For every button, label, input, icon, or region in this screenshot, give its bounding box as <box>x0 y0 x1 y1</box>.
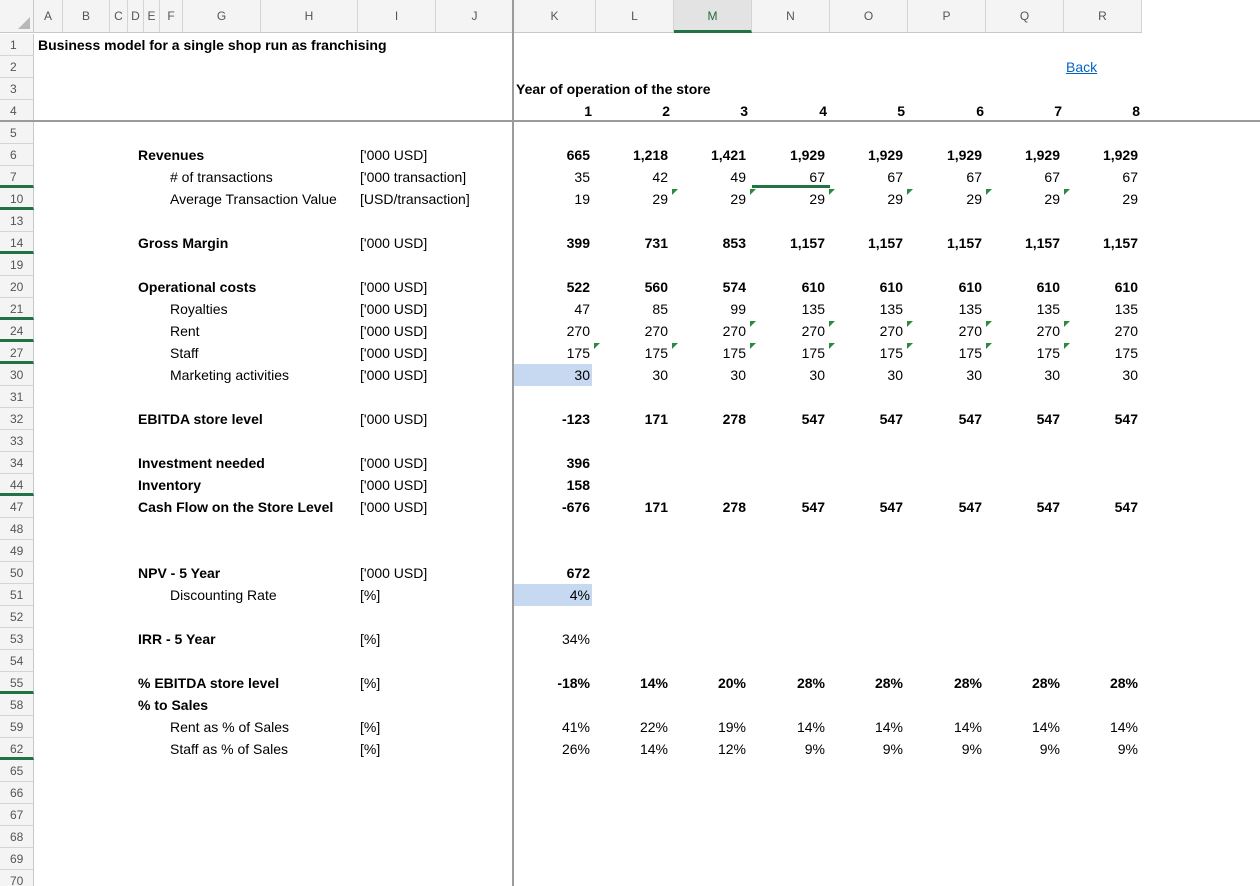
value-cell-r55-y2[interactable]: 14% <box>639 675 668 691</box>
value-cell-r47-y7[interactable]: 547 <box>1036 499 1060 515</box>
value-cell-r59-y7[interactable]: 14% <box>1031 719 1060 735</box>
value-cell-r51-y1[interactable]: 4% <box>514 584 592 606</box>
row-label-6[interactable]: Revenues <box>138 147 205 163</box>
value-cell-r47-y6[interactable]: 547 <box>958 499 982 515</box>
value-cell-r32-y3[interactable]: 278 <box>722 411 746 427</box>
column-header-n[interactable]: N <box>752 0 830 33</box>
unit-cell-55[interactable]: [%] <box>360 675 381 691</box>
value-cell-r21-y6[interactable]: 135 <box>958 301 982 317</box>
unit-cell-7[interactable]: ['000 transaction] <box>360 169 467 185</box>
comment-indicator-icon <box>672 343 678 349</box>
row-header-66[interactable]: 66 <box>0 782 34 804</box>
value-cell-r10-y5[interactable]: 29 <box>887 191 903 207</box>
year-2-header[interactable]: 2 <box>662 103 670 119</box>
unit-cell-59[interactable]: [%] <box>360 719 381 735</box>
value-cell-r14-y4[interactable]: 1,157 <box>789 235 825 251</box>
value-cell-r59-y2[interactable]: 22% <box>639 719 668 735</box>
row-header-19[interactable]: 19 <box>0 254 34 276</box>
comment-indicator-icon <box>594 343 600 349</box>
column-header-h[interactable]: H <box>261 0 358 33</box>
row-header-59[interactable]: 59 <box>0 716 34 738</box>
comment-indicator-icon <box>907 321 913 327</box>
row-header-49[interactable]: 49 <box>0 540 34 562</box>
column-header-c[interactable]: C <box>110 0 128 33</box>
column-header-r[interactable]: R <box>1064 0 1142 33</box>
value-cell-r55-y3[interactable]: 20% <box>717 675 746 691</box>
value-cell-r24-y5[interactable]: 270 <box>879 323 903 339</box>
column-header-j[interactable]: J <box>436 0 514 33</box>
value-cell-r32-y6[interactable]: 547 <box>958 411 982 427</box>
column-header-o[interactable]: O <box>830 0 908 33</box>
value-cell-r14-y2[interactable]: 731 <box>644 235 668 251</box>
row-header-30[interactable]: 30 <box>0 364 34 386</box>
value-cell-r59-y5[interactable]: 14% <box>874 719 903 735</box>
value-cell-r47-y1[interactable]: -676 <box>561 499 590 515</box>
value-cell-r47-y4[interactable]: 547 <box>801 499 825 515</box>
value-cell-r10-y3[interactable]: 29 <box>730 191 746 207</box>
value-cell-r47-y2[interactable]: 171 <box>644 499 668 515</box>
unit-cell-6[interactable]: ['000 USD] <box>360 147 428 163</box>
comment-indicator-icon <box>907 343 913 349</box>
value-cell-r62-y3[interactable]: 12% <box>717 741 746 757</box>
value-cell-r6-y2[interactable]: 1,218 <box>632 147 668 163</box>
value-cell-r6-y3[interactable]: 1,421 <box>710 147 746 163</box>
comment-indicator-icon <box>1064 189 1070 195</box>
column-header-k[interactable]: K <box>514 0 596 33</box>
value-cell-r30-y3[interactable]: 30 <box>730 367 746 383</box>
sheet-title[interactable]: Business model for a single shop run as franchising <box>38 37 387 53</box>
unit-cell-32[interactable]: ['000 USD] <box>360 411 428 427</box>
unit-cell-53[interactable]: [%] <box>360 631 381 647</box>
value-cell-r7-y8[interactable]: 67 <box>1122 169 1138 185</box>
value-cell-r30-y6[interactable]: 30 <box>966 367 982 383</box>
value-cell-r32-y5[interactable]: 547 <box>879 411 903 427</box>
value-cell-r14-y1[interactable]: 399 <box>566 235 590 251</box>
year-of-operation-header[interactable]: Year of operation of the store <box>516 81 711 97</box>
row-header-67[interactable]: 67 <box>0 804 34 826</box>
value-cell-r27-y2[interactable]: 175 <box>644 345 668 361</box>
value-cell-r62-y5[interactable]: 9% <box>882 741 903 757</box>
value-cell-r55-y4[interactable]: 28% <box>796 675 825 691</box>
value-cell-r21-y5[interactable]: 135 <box>879 301 903 317</box>
unit-cell-20[interactable]: ['000 USD] <box>360 279 428 295</box>
value-cell-r21-y8[interactable]: 135 <box>1114 301 1138 317</box>
value-cell-r7-y5[interactable]: 67 <box>887 169 903 185</box>
value-cell-r30-y7[interactable]: 30 <box>1044 367 1060 383</box>
value-cell-r32-y1[interactable]: -123 <box>561 411 590 427</box>
value-cell-r10-y6[interactable]: 29 <box>966 191 982 207</box>
value-cell-r59-y1[interactable]: 41% <box>561 719 590 735</box>
year-8-header[interactable]: 8 <box>1132 103 1140 119</box>
value-cell-r62-y6[interactable]: 9% <box>961 741 982 757</box>
row-label-14[interactable]: Gross Margin <box>138 235 229 251</box>
value-cell-r47-y8[interactable]: 547 <box>1114 499 1138 515</box>
back-link[interactable]: Back <box>1066 59 1098 75</box>
unit-cell-10[interactable]: [USD/transaction] <box>360 191 470 207</box>
value-cell-r14-y6[interactable]: 1,157 <box>946 235 982 251</box>
value-cell-r62-y1[interactable]: 26% <box>561 741 590 757</box>
value-cell-r59-y6[interactable]: 14% <box>953 719 982 735</box>
row-label-50[interactable]: NPV - 5 Year <box>138 565 221 581</box>
unit-cell-27[interactable]: ['000 USD] <box>360 345 428 361</box>
row-header-50[interactable]: 50 <box>0 562 34 584</box>
row-header-4[interactable]: 4 <box>0 100 34 122</box>
comment-indicator-icon <box>1064 343 1070 349</box>
value-cell-r32-y2[interactable]: 171 <box>644 411 668 427</box>
freeze-pane-vertical <box>512 0 514 886</box>
unit-cell-44[interactable]: ['000 USD] <box>360 477 428 493</box>
row-label-59[interactable]: Rent as % of Sales <box>170 719 290 735</box>
value-cell-r24-y3[interactable]: 270 <box>722 323 746 339</box>
row-label-34[interactable]: Investment needed <box>138 455 265 471</box>
row-header-70[interactable]: 70 <box>0 870 34 886</box>
row-header-5[interactable]: 5 <box>0 122 34 144</box>
column-header-a[interactable]: A <box>34 0 63 33</box>
value-cell-r7-y6[interactable]: 67 <box>966 169 982 185</box>
year-4-header[interactable]: 4 <box>819 103 827 119</box>
row-header-52[interactable]: 52 <box>0 606 34 628</box>
row-label-10[interactable]: Average Transaction Value <box>170 191 337 207</box>
value-cell-r30-y8[interactable]: 30 <box>1122 367 1138 383</box>
value-cell-r27-y8[interactable]: 175 <box>1114 345 1138 361</box>
value-cell-r59-y4[interactable]: 14% <box>796 719 825 735</box>
value-cell-r50-y1[interactable]: 672 <box>566 565 590 581</box>
value-cell-r14-y5[interactable]: 1,157 <box>867 235 903 251</box>
row-label-20[interactable]: Operational costs <box>138 279 257 295</box>
value-cell-r10-y8[interactable]: 29 <box>1122 191 1138 207</box>
unit-cell-14[interactable]: ['000 USD] <box>360 235 428 251</box>
comment-indicator-icon <box>829 321 835 327</box>
value-cell-r20-y2[interactable]: 560 <box>644 279 668 295</box>
value-cell-r62-y8[interactable]: 9% <box>1117 741 1138 757</box>
value-cell-r59-y8[interactable]: 14% <box>1109 719 1138 735</box>
value-cell-r21-y4[interactable]: 135 <box>801 301 825 317</box>
value-cell-r14-y7[interactable]: 1,157 <box>1024 235 1060 251</box>
row-label-44[interactable]: Inventory <box>138 477 202 493</box>
row-header-24[interactable]: 24 <box>0 320 34 342</box>
value-cell-r7-y1[interactable]: 35 <box>574 169 590 185</box>
value-cell-r14-y8[interactable]: 1,157 <box>1102 235 1138 251</box>
freeze-pane-horizontal <box>0 120 1260 122</box>
row-label-7[interactable]: # of transactions <box>170 169 273 185</box>
value-cell-r27-y3[interactable]: 175 <box>722 345 746 361</box>
active-column-cell-indicator <box>752 185 830 188</box>
comment-indicator-icon <box>829 189 835 195</box>
row-label-32[interactable]: EBITDA store level <box>138 411 263 427</box>
row-header-27[interactable]: 27 <box>0 342 34 364</box>
row-header-65[interactable]: 65 <box>0 760 34 782</box>
unit-cell-21[interactable]: ['000 USD] <box>360 301 428 317</box>
row-label-21[interactable]: Royalties <box>170 301 228 317</box>
value-cell-r20-y7[interactable]: 610 <box>1036 279 1060 295</box>
value-cell-r21-y2[interactable]: 85 <box>652 301 668 317</box>
column-header-q[interactable]: Q <box>986 0 1064 33</box>
row-header-32[interactable]: 32 <box>0 408 34 430</box>
value-cell-r10-y1[interactable]: 19 <box>574 191 590 207</box>
comment-indicator-icon <box>986 343 992 349</box>
column-header-f[interactable]: F <box>160 0 183 33</box>
column-header-m[interactable]: M <box>674 0 752 33</box>
row-header-53[interactable]: 53 <box>0 628 34 650</box>
comment-indicator-icon <box>750 343 756 349</box>
comment-indicator-icon <box>672 189 678 195</box>
row-label-53[interactable]: IRR - 5 Year <box>138 631 216 647</box>
comment-indicator-icon <box>750 321 756 327</box>
value-cell-r53-y1[interactable]: 34% <box>561 631 590 647</box>
value-cell-r21-y3[interactable]: 99 <box>730 301 746 317</box>
row-header-31[interactable]: 31 <box>0 386 34 408</box>
row-label-51[interactable]: Discounting Rate <box>170 587 277 603</box>
row-label-24[interactable]: Rent <box>170 323 200 339</box>
row-header-1[interactable]: 1 <box>0 34 34 56</box>
value-cell-r10-y4[interactable]: 29 <box>809 191 825 207</box>
comment-indicator-icon <box>986 321 992 327</box>
row-header-21[interactable]: 21 <box>0 298 34 320</box>
value-cell-r7-y4[interactable]: 67 <box>809 169 825 185</box>
value-cell-r27-y5[interactable]: 175 <box>879 345 903 361</box>
value-cell-r20-y3[interactable]: 574 <box>722 279 746 295</box>
value-cell-r34-y1[interactable]: 396 <box>566 455 590 471</box>
value-cell-r21-y1[interactable]: 47 <box>574 301 590 317</box>
value-cell-r32-y8[interactable]: 547 <box>1114 411 1138 427</box>
value-cell-r32-y7[interactable]: 547 <box>1036 411 1060 427</box>
year-6-header[interactable]: 6 <box>976 103 984 119</box>
value-cell-r55-y8[interactable]: 28% <box>1109 675 1138 691</box>
value-cell-r62-y4[interactable]: 9% <box>804 741 825 757</box>
unit-cell-30[interactable]: ['000 USD] <box>360 367 428 383</box>
value-cell-r55-y7[interactable]: 28% <box>1031 675 1060 691</box>
value-cell-r24-y8[interactable]: 270 <box>1114 323 1138 339</box>
value-cell-r27-y1[interactable]: 175 <box>566 345 590 361</box>
row-header-34[interactable]: 34 <box>0 452 34 474</box>
value-cell-r27-y6[interactable]: 175 <box>958 345 982 361</box>
value-cell-r20-y6[interactable]: 610 <box>958 279 982 295</box>
column-header-l[interactable]: L <box>596 0 674 33</box>
value-cell-r30-y4[interactable]: 30 <box>809 367 825 383</box>
value-cell-r6-y4[interactable]: 1,929 <box>789 147 825 163</box>
unit-cell-34[interactable]: ['000 USD] <box>360 455 428 471</box>
value-cell-r32-y4[interactable]: 547 <box>801 411 825 427</box>
value-cell-r27-y7[interactable]: 175 <box>1036 345 1060 361</box>
value-cell-r47-y3[interactable]: 278 <box>722 499 746 515</box>
value-cell-r55-y6[interactable]: 28% <box>953 675 982 691</box>
column-header-i[interactable]: I <box>358 0 436 33</box>
row-label-62[interactable]: Staff as % of Sales <box>170 741 289 757</box>
row-header-7[interactable]: 7 <box>0 166 34 188</box>
column-header-p[interactable]: P <box>908 0 986 33</box>
row-label-30[interactable]: Marketing activities <box>170 367 290 383</box>
row-header-14[interactable]: 14 <box>0 232 34 254</box>
comment-indicator-icon <box>1064 321 1070 327</box>
unit-cell-51[interactable]: [%] <box>360 587 381 603</box>
value-cell-r24-y2[interactable]: 270 <box>644 323 668 339</box>
value-cell-r62-y7[interactable]: 9% <box>1039 741 1060 757</box>
value-cell-r7-y3[interactable]: 49 <box>730 169 746 185</box>
value-cell-r24-y6[interactable]: 270 <box>958 323 982 339</box>
value-cell-r30-y1[interactable]: 30 <box>514 364 592 386</box>
row-header-48[interactable]: 48 <box>0 518 34 540</box>
value-cell-r14-y3[interactable]: 853 <box>722 235 746 251</box>
value-cell-r6-y1[interactable]: 665 <box>566 147 590 163</box>
column-header-d[interactable]: D <box>128 0 144 33</box>
row-header-3[interactable]: 3 <box>0 78 34 100</box>
comment-indicator-icon <box>986 189 992 195</box>
column-header-b[interactable]: B <box>63 0 110 33</box>
value-cell-r6-y6[interactable]: 1,929 <box>946 147 982 163</box>
row-header-58[interactable]: 58 <box>0 694 34 716</box>
row-header-51[interactable]: 51 <box>0 584 34 606</box>
value-cell-r24-y4[interactable]: 270 <box>801 323 825 339</box>
row-header-47[interactable]: 47 <box>0 496 34 518</box>
row-label-27[interactable]: Staff <box>170 345 199 361</box>
value-cell-r55-y1[interactable]: -18% <box>557 675 590 691</box>
column-header-g[interactable]: G <box>183 0 261 33</box>
select-all-corner[interactable] <box>0 0 34 33</box>
year-1-header[interactable]: 1 <box>584 103 592 119</box>
value-cell-r30-y5[interactable]: 30 <box>887 367 903 383</box>
row-header-20[interactable]: 20 <box>0 276 34 298</box>
value-cell-r20-y1[interactable]: 522 <box>566 279 590 295</box>
value-cell-r27-y4[interactable]: 175 <box>801 345 825 361</box>
row-header-2[interactable]: 2 <box>0 56 34 78</box>
value-cell-r24-y7[interactable]: 270 <box>1036 323 1060 339</box>
row-header-13[interactable]: 13 <box>0 210 34 232</box>
row-header-54[interactable]: 54 <box>0 650 34 672</box>
year-3-header[interactable]: 3 <box>740 103 748 119</box>
column-header-e[interactable]: E <box>144 0 160 33</box>
row-header-62[interactable]: 62 <box>0 738 34 760</box>
value-cell-r47-y5[interactable]: 547 <box>879 499 903 515</box>
row-header-6[interactable]: 6 <box>0 144 34 166</box>
value-cell-r55-y5[interactable]: 28% <box>874 675 903 691</box>
row-header-44[interactable]: 44 <box>0 474 34 496</box>
value-cell-r6-y8[interactable]: 1,929 <box>1102 147 1138 163</box>
value-cell-r7-y7[interactable]: 67 <box>1044 169 1060 185</box>
comment-indicator-icon <box>907 189 913 195</box>
value-cell-r21-y7[interactable]: 135 <box>1036 301 1060 317</box>
value-cell-r30-y2[interactable]: 30 <box>652 367 668 383</box>
row-header-33[interactable]: 33 <box>0 430 34 452</box>
value-cell-r62-y2[interactable]: 14% <box>639 741 668 757</box>
value-cell-r44-y1[interactable]: 158 <box>566 477 590 493</box>
row-label-47[interactable]: Cash Flow on the Store Level <box>138 499 334 515</box>
row-label-55[interactable]: % EBITDA store level <box>138 675 280 691</box>
value-cell-r24-y1[interactable]: 270 <box>566 323 590 339</box>
comment-indicator-icon <box>750 189 756 195</box>
value-cell-r6-y7[interactable]: 1,929 <box>1024 147 1060 163</box>
value-cell-r10-y2[interactable]: 29 <box>652 191 668 207</box>
value-cell-r7-y2[interactable]: 42 <box>652 169 668 185</box>
value-cell-r59-y3[interactable]: 19% <box>717 719 746 735</box>
row-header-69[interactable]: 69 <box>0 848 34 870</box>
unit-cell-50[interactable]: ['000 USD] <box>360 565 428 581</box>
value-cell-r20-y5[interactable]: 610 <box>879 279 903 295</box>
year-5-header[interactable]: 5 <box>897 103 905 119</box>
value-cell-r20-y4[interactable]: 610 <box>801 279 825 295</box>
value-cell-r6-y5[interactable]: 1,929 <box>867 147 903 163</box>
value-cell-r20-y8[interactable]: 610 <box>1114 279 1138 295</box>
year-7-header[interactable]: 7 <box>1054 103 1062 119</box>
value-cell-r10-y7[interactable]: 29 <box>1044 191 1060 207</box>
row-header-10[interactable]: 10 <box>0 188 34 210</box>
row-label-58[interactable]: % to Sales <box>138 697 209 713</box>
unit-cell-24[interactable]: ['000 USD] <box>360 323 428 339</box>
row-header-68[interactable]: 68 <box>0 826 34 848</box>
unit-cell-62[interactable]: [%] <box>360 741 381 757</box>
comment-indicator-icon <box>829 343 835 349</box>
unit-cell-47[interactable]: ['000 USD] <box>360 499 428 515</box>
row-header-55[interactable]: 55 <box>0 672 34 694</box>
